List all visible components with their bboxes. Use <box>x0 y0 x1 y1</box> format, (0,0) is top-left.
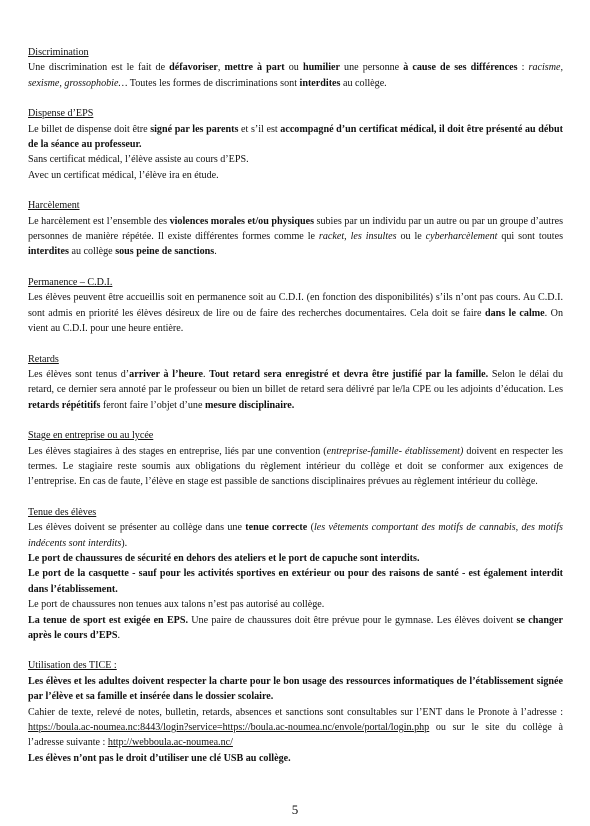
document-page <box>28 45 563 781</box>
section-heading: Discrimination <box>28 47 89 58</box>
text-run: . <box>117 630 120 641</box>
section-permanence-c-d-i <box>28 275 563 337</box>
section-harcelement <box>28 198 563 260</box>
bold-text: Les élèves n’ont pas le droit d’utiliser une clé USB au collège. <box>28 752 291 764</box>
section-utilisation-des-tice <box>28 658 563 766</box>
text-run: Les élèves sont tenus d’ <box>28 368 130 380</box>
paragraph <box>28 597 563 612</box>
text-run: Une paire de chaussures doit être prévue pour le gymnase. Les élèves doivent <box>187 614 517 626</box>
section-dispense-d-eps <box>28 106 563 183</box>
bold-text: défavoriser <box>169 62 218 74</box>
paragraph <box>28 122 563 153</box>
text-run: Sans certificat médical, l’élève assiste au cours d’EPS. <box>28 154 249 166</box>
paragraph <box>28 613 563 644</box>
bold-text: arriver à l’heure <box>129 368 203 380</box>
text-run: . <box>202 368 210 380</box>
text-run: doivent en respecter les termes. Le stagiaire reste soumis aux obligations du règlement intérieur du collège et doit se conformer aux exigences de l’entreprise. En cas de faute, l’élève en stage est passible de sanctions disciplinaires prévues au règlement intérieur du collège. <box>28 445 563 488</box>
text-run: au collège <box>68 246 116 258</box>
bold-text: La tenue de sport est exigée en EPS. <box>28 614 188 626</box>
bold-text: humilier <box>302 62 340 74</box>
section-tenue-des-eleves <box>28 505 563 644</box>
paragraph <box>28 152 563 167</box>
section-stage-en-entreprise-ou-au-lycee <box>28 428 563 490</box>
bold-text: signé par les parents <box>150 123 239 135</box>
paragraph <box>28 551 563 566</box>
section-heading: Stage en entreprise ou au lycée <box>28 430 154 442</box>
paragraph <box>28 168 563 183</box>
section-retards <box>28 352 563 414</box>
paragraph <box>28 290 563 336</box>
text-run: Avec un certificat médical, l’élève ira en étude. <box>28 169 219 181</box>
text-run: Les élèves stagiaires à des stages en entreprise, liés par une convention ( <box>28 445 327 457</box>
text-run: ou sur le site du collège à l’adresse suivante : <box>28 722 563 749</box>
section-heading: Dispense d’EPS <box>28 108 94 120</box>
italic-text: racisme, sexisme, grossophobie… <box>28 62 564 89</box>
text-run: : <box>517 62 529 74</box>
text-run: ou le <box>396 231 426 243</box>
bold-text: retards répétitifs <box>28 399 101 411</box>
text-run: , <box>217 62 225 74</box>
bold-text: interdites <box>28 246 69 258</box>
url-link[interactable]: http://webboula.ac-noumea.nc/ <box>107 737 233 749</box>
text-run: . On vient au C.D.I. pour une heure entière. <box>28 307 564 335</box>
text-run: au collège. <box>340 77 387 89</box>
bold-text: Les élèves et les adultes doivent respecter la charte pour le bon usage des ressources informatiques de l’établissement signée par l’élève et sa famille et insérée dans le dossier scolaire. <box>28 675 563 703</box>
bold-text: violences morales et/ou physiques <box>169 215 314 227</box>
text-run: ou <box>284 62 303 74</box>
paragraph <box>28 444 563 490</box>
paragraph <box>28 751 563 766</box>
italic-text: racket, les insultes <box>318 231 397 243</box>
paragraph <box>28 214 563 260</box>
text-run: Toutes les formes de discriminations sont <box>127 77 300 89</box>
section-heading: Utilisation des TICE : <box>28 660 117 672</box>
text-run: ). <box>121 537 128 549</box>
bold-text: sous peine de sanctions <box>115 246 215 258</box>
text-run: subies par un individu par un autre ou par un groupe d’autres personnes de manière répétée. Il existe différentes formes comme le <box>28 215 563 243</box>
section-heading: Tenue des élèves <box>28 506 97 518</box>
text-run: . <box>214 246 217 258</box>
bold-text: à cause de ses différences <box>403 62 518 74</box>
text-run: ( <box>307 522 314 534</box>
section-discrimination <box>28 45 563 91</box>
paragraph <box>28 60 563 91</box>
paragraph <box>28 367 563 413</box>
text-run: et s’il est <box>238 123 281 135</box>
text-run: Une discrimination est le fait de <box>28 62 170 74</box>
italic-text: entreprise-famille- établissement) <box>326 445 464 457</box>
bold-text: Le port de la casquette - sauf pour les activités sportives en extérieur ou pour des raisons de santé - est également interdit dans l’établissement. <box>28 568 563 595</box>
paragraph <box>28 520 563 551</box>
paragraph <box>28 705 563 751</box>
text-run: une personne <box>339 62 404 74</box>
bold-text: dans le calme <box>485 307 545 319</box>
text-run: Les élèves peuvent être accueillis soit en permanence soit au C.D.I. (en fonction des disponibilités) s’ils n’ont pas cours. Au C.D.I. sont admis en priorité les élèves désireux de lire ou de faire des recherches documentaires. Cela doit se faire <box>28 292 563 319</box>
bold-text: se changer après le cours d’EPS <box>28 614 563 641</box>
text-run: feront faire l’objet d’une <box>100 399 205 411</box>
page-number: 5 <box>291 802 299 817</box>
text-run: qui sont toutes <box>497 231 563 243</box>
section-heading: Harcèlement <box>28 200 80 212</box>
bold-text: accompagné d’un certificat médical, il doit être présenté au début de la séance au professeur. <box>28 123 563 151</box>
text-run: Selon le délai du retard, ce dernier sera annoté par le professeur ou bien un billet de retard sera délivré par le/la CPE ou les adjoints d’éducation. Les <box>28 368 563 396</box>
section-heading: Retards <box>28 353 59 365</box>
bold-text: Le port de chaussures de sécurité en dehors des ateliers et le port de capuche sont interdits. <box>28 552 420 564</box>
paragraph <box>28 674 563 705</box>
italic-text: cyberharcèlement <box>425 231 498 243</box>
italic-text: les vêtements comportant des motifs de cannabis, des motifs indécents sont interdits <box>28 522 563 549</box>
text-run: Les élèves doivent se présenter au collège dans une <box>28 522 246 534</box>
bold-text: mesure disciplinaire. <box>204 399 295 411</box>
bold-text: Tout retard sera enregistré et devra être justifié par la famille. <box>209 368 489 380</box>
paragraph <box>28 566 563 597</box>
text-run: Le harcèlement est l’ensemble des <box>28 215 170 227</box>
text-run: Cahier de texte, relevé de notes, bulletin, retards, absences et sanctions sont consultables sur l’ENT dans le Pronote à l’adresse : <box>28 706 563 718</box>
text-run: Le port de chaussures non tenues aux talons n’est pas autorisé au collège. <box>28 599 325 611</box>
text-run: Le billet de dispense doit être <box>28 123 151 135</box>
bold-text: interdites <box>299 77 341 89</box>
bold-text: mettre à part <box>224 62 285 74</box>
section-heading: Permanence – C.D.I. <box>28 276 113 288</box>
url-link[interactable]: https://boula.ac-noumea.nc:8443/login?service=https://boula.ac-noumea.nc/envole/portal/login.php <box>28 722 430 734</box>
bold-text: tenue correcte <box>245 522 308 534</box>
